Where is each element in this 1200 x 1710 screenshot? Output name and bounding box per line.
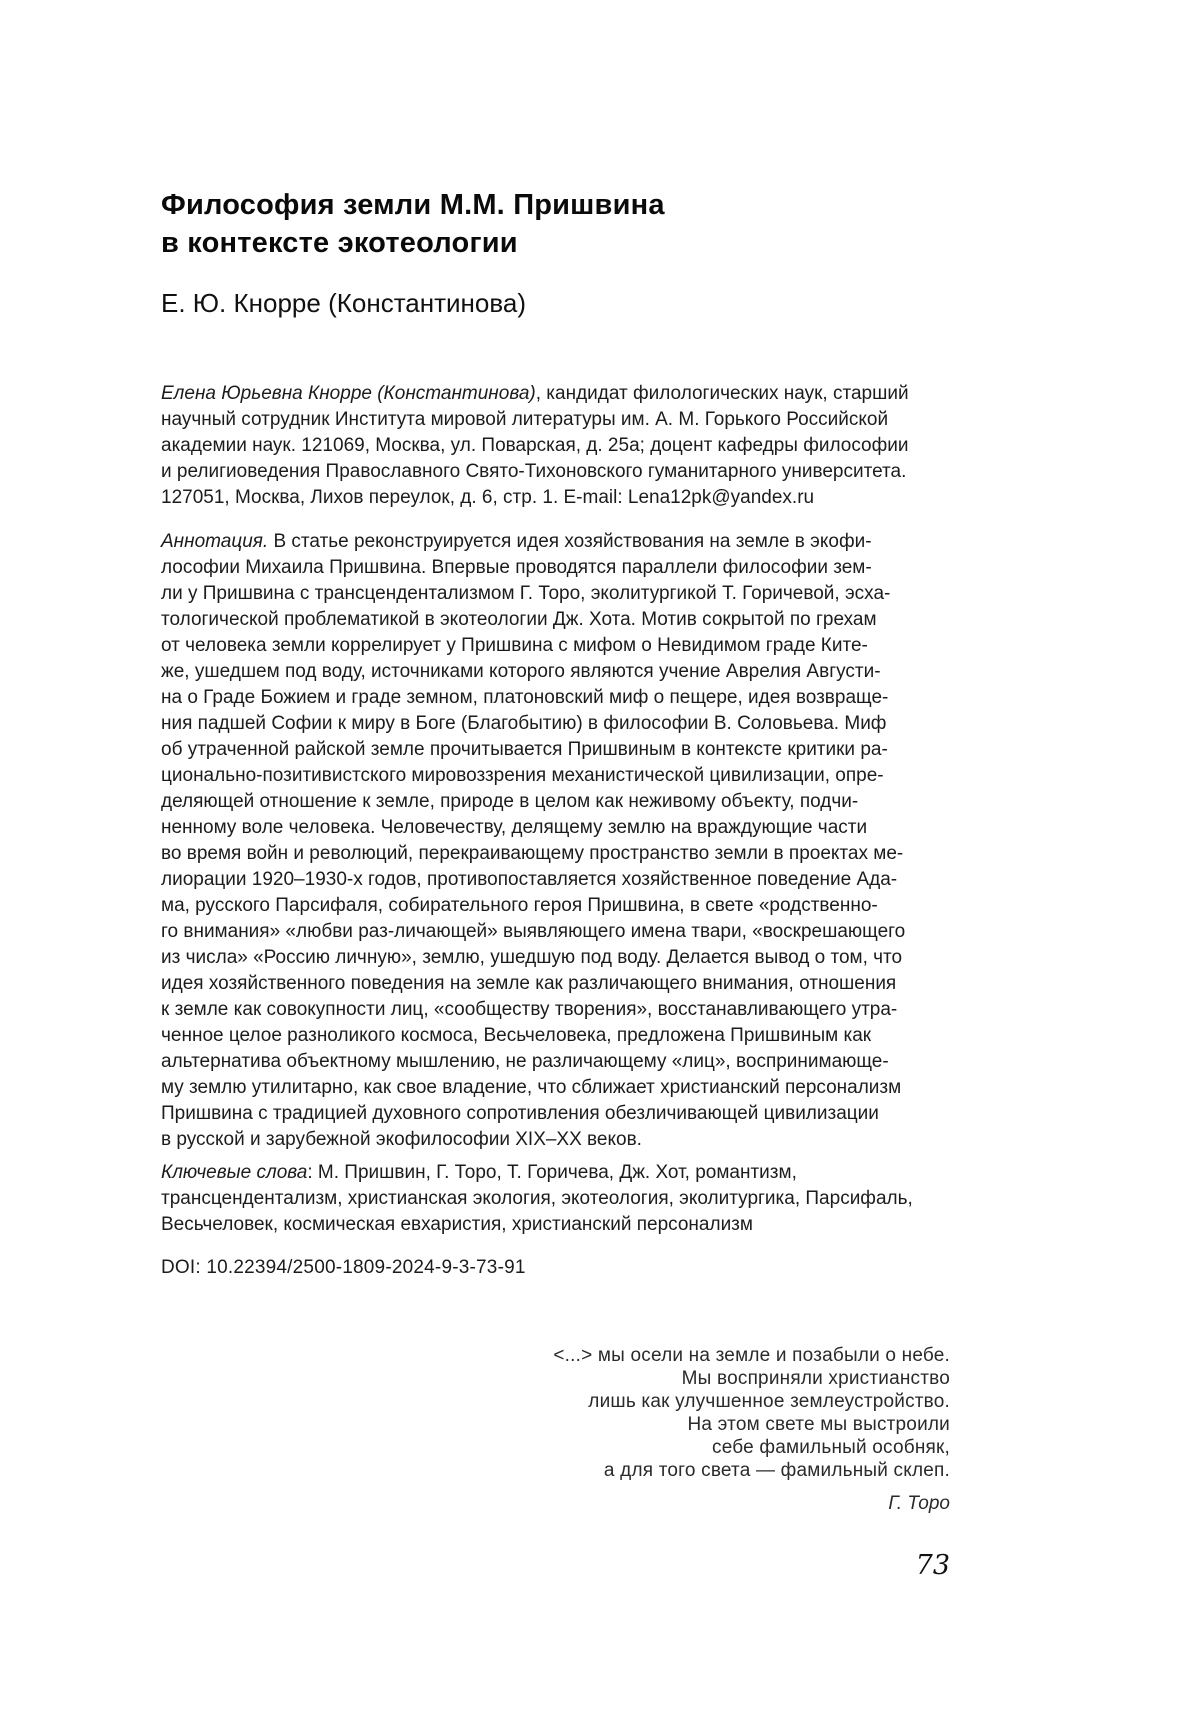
epigraph-line: а для того света — фамильный склеп. (603, 1460, 950, 1481)
doi-line: DOI: 10.22394/2500-1809-2024-9-3-73-91 (161, 1257, 526, 1278)
abstract-line: ма, русского Парсифаля, собирательного героя Пришвина, в свете «родственно- (161, 895, 878, 916)
author-affiliation-line: и религиоведения Православного Свято-Тихоновского гуманитарного университета. (161, 461, 907, 482)
abstract-line: же, ушедшем под воду, источниками которого являются учение Аврелия Августи- (161, 661, 881, 682)
epigraph-line: <...> мы осели на земле и позабыли о небе. (553, 1345, 950, 1366)
epigraph-block (161, 1344, 950, 1482)
abstract-first-line (161, 529, 950, 555)
abstract-line: ченное целое разноликого космоса, Весьчеловека, предложена Пришвиным как (161, 1025, 872, 1046)
author-affiliation-line: академии наук. 121069, Москва, ул. Поварская, д. 25а; доцент кафедры философии (161, 435, 909, 456)
abstract-line: альтернатива объектному мышлению, не различающему «лиц», воспринимающе- (161, 1051, 889, 1072)
abstract-line: лософии Михаила Пришвина. Впервые проводятся параллели философии зем- (161, 557, 872, 578)
author-affiliation-first-line (161, 381, 950, 407)
keywords-first-line (161, 1160, 950, 1186)
keywords-lines (161, 1186, 950, 1238)
author-affiliation-block (161, 381, 950, 511)
author-full-name-italic: Елена Юрьевна Кнорре (Константинова) (161, 383, 536, 404)
keywords-line: Весьчеловек, космическая евхаристия, христианский персонализм (161, 1214, 753, 1235)
keywords-first-line-rest: : М. Пришвин, Г. Торо, Т. Горичева, Дж. Хот, романтизм, (307, 1162, 797, 1183)
article-title-line-2: в контексте экотеологии (161, 227, 518, 259)
abstract-first-line-rest: В статье реконструируется идея хозяйствования на земле в экофи- (268, 531, 872, 552)
abstract-lines (161, 555, 950, 1153)
abstract-line: на о Граде Божием и граде земном, платоновский миф о пещере, идея возвраще- (161, 687, 889, 708)
epigraph-line: Мы восприняли христианство (681, 1368, 950, 1389)
author-affiliation-first-line-rest: , кандидат филологических наук, старший (535, 383, 909, 404)
abstract-line: Пришвина с традицией духовного сопротивления обезличивающей цивилизации (161, 1103, 879, 1124)
abstract-line: лиорации 1920–1930-х годов, противопоставляется хозяйственное поведение Ада- (161, 869, 898, 890)
abstract-block (161, 529, 950, 1153)
abstract-line: к земле как совокупности лиц, «сообществу творения», восстанавливающего утра- (161, 999, 898, 1020)
page-content-column (161, 0, 950, 1581)
abstract-line: об утраченной райской земле прочитывается Пришвиным в контексте критики ра- (161, 739, 888, 760)
epigraph-line: На этом свете мы выстроили (687, 1414, 950, 1435)
epigraph-line: себе фамильный особняк, (712, 1437, 950, 1458)
abstract-line: идея хозяйственного поведения на земле как различающего внимания, отношения (161, 973, 897, 994)
abstract-line: ли у Пришвина с трансцендентализмом Г. Торо, эколитургикой Т. Горичевой, эсха- (161, 583, 891, 604)
abstract-line: деляющей отношение к земле, природе в целом как неживому объекту, подчи- (161, 791, 859, 812)
author-affiliation-line: 127051, Москва, Лихов переулок, д. 6, стр. 1. E-mail: Lena12pk@yandex.ru (161, 487, 815, 508)
abstract-line: му землю утилитарно, как свое владение, что сближает христианский персонализм (161, 1077, 902, 1098)
keywords-label-italic: Ключевые слова (161, 1162, 308, 1183)
abstract-line: во время войн и революций, перекраивающему пространство земли в проектах ме- (161, 843, 904, 864)
epigraph-line: лишь как улучшенное землеустройство. (588, 1391, 950, 1412)
article-title-line-1: Философия земли М.М. Пришвина (161, 189, 665, 221)
abstract-line: ционально-позитивистского мировоззрения механистической цивилизации, опре- (161, 765, 884, 786)
epigraph-attribution: Г. Торо (888, 1493, 950, 1514)
abstract-line: тологической проблематикой в экотеологии Дж. Хота. Мотив сокрытой по грехам (161, 609, 877, 630)
abstract-line: в русской и зарубежной экофилософии XIX–XX веков. (161, 1129, 642, 1150)
epigraph-lines (161, 1344, 950, 1482)
abstract-line: ния падшей Софии к миру в Боге (Благобытию) в философии В. Соловьева. Миф (161, 713, 887, 734)
keywords-block (161, 1160, 950, 1238)
abstract-line: го внимания» «любви раз-личающей» выявляющего имена твари, «воскрешающего (161, 921, 906, 942)
article-title (161, 186, 950, 262)
keywords-line: трансцендентализм, христианская экология, экотеология, эколитургика, Парсифаль, (161, 1188, 913, 1209)
abstract-label-italic: Аннотация. (161, 531, 269, 552)
author-affiliation-line: научный сотрудник Института мировой литературы им. А. М. Горького Российской (161, 409, 889, 430)
abstract-line: из числа» «Россию личную», землю, ушедшую под воду. Делается вывод о том, что (161, 947, 903, 968)
page-number: 73 (915, 1550, 950, 1581)
abstract-line: от человека земли коррелирует у Пришвина с мифом о Невидимом граде Ките- (161, 635, 868, 656)
author-name: Е. Ю. Кнорре (Константинова) (161, 288, 527, 318)
abstract-line: ненному воле человека. Человечеству, делящему землю на враждующие части (161, 817, 868, 838)
author-affiliation-lines (161, 407, 950, 511)
